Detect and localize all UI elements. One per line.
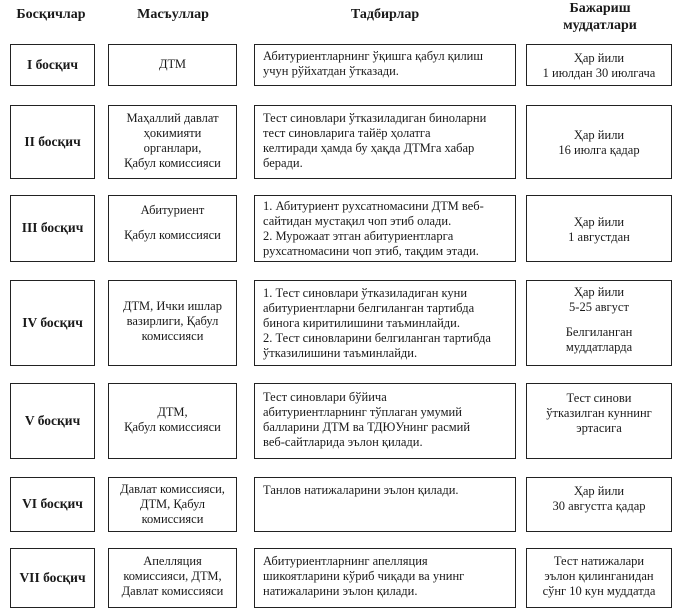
- responsible-line: Абитуриент: [140, 203, 205, 217]
- actions-line: рухсатномасини чоп этиб, тақдим этади.: [263, 244, 479, 258]
- responsible-text: [111, 111, 234, 171]
- responsible-box-4: [108, 280, 237, 366]
- responsible-line: ДТМ, Қабул: [139, 497, 206, 511]
- responsible-line: комиссияси: [141, 512, 204, 526]
- actions-line: Танлов натижаларини эълон қилади.: [263, 483, 459, 497]
- responsible-line: комиссияси, ДТМ,: [123, 569, 222, 583]
- deadline-text: [529, 484, 669, 514]
- deadline-box-3: [526, 195, 672, 262]
- stage-label: II босқич: [24, 134, 81, 149]
- header-actions: Тадбирлар: [350, 7, 420, 22]
- actions-line: абитуриентларни белгиланган тартибда: [263, 301, 475, 315]
- responsible-text: [111, 554, 234, 599]
- stage-label: VII босқич: [19, 570, 86, 585]
- deadline-line: 1 июлдан 30 июлгача: [542, 66, 656, 80]
- actions-line: ўтказилишини таъминлайди.: [263, 346, 418, 360]
- deadline-line: сўнг 10 кун муддатда: [542, 584, 656, 598]
- deadline-text: [529, 554, 669, 599]
- actions-text: [263, 483, 507, 498]
- actions-line: беради.: [263, 156, 303, 170]
- header-deadlines-line-2: муддатлари: [563, 18, 637, 33]
- deadline-line: муддатларда: [565, 340, 633, 354]
- actions-line: 2. Мурожаат этган абитуриентларга: [263, 229, 454, 243]
- responsible-text: [111, 405, 234, 435]
- header-deadlines: [525, 0, 675, 34]
- deadline-line: Ҳар йили: [573, 215, 625, 229]
- responsible-line: ҳокимияти: [143, 126, 202, 140]
- deadline-box-6: [526, 477, 672, 532]
- responsible-line: ДТМ: [158, 57, 187, 71]
- actions-text: [263, 111, 507, 171]
- actions-text: [263, 199, 507, 259]
- deadline-text: [529, 285, 669, 355]
- actions-line: тест синовларига тайёр ҳолатга: [263, 126, 431, 140]
- actions-line: балларини ДТМ ва ТДЮУнинг расмий: [263, 420, 471, 434]
- actions-line: Тест синовлари ўтказиладиган биноларни: [263, 111, 487, 125]
- responsible-line: Давлат комиссияси,: [120, 482, 225, 496]
- deadline-line: 5-25 август: [569, 300, 629, 314]
- deadline-box-1: [526, 44, 672, 86]
- responsible-box-6: [108, 477, 237, 532]
- responsible-line: ДТМ, Ички ишлар: [123, 299, 222, 313]
- responsible-line: Маҳаллий давлат: [126, 111, 219, 125]
- responsible-box-3: [108, 195, 237, 262]
- actions-line: натижаларини эълон қилади.: [263, 584, 418, 598]
- deadline-line: Тест синови: [566, 391, 632, 405]
- stage-label: VI босқич: [22, 496, 83, 511]
- actions-line: Абитуриентларнинг ўқишга қабул қилиш: [263, 49, 483, 63]
- stage-label: III босқич: [21, 220, 84, 235]
- responsible-line: Қабул комиссияси: [124, 156, 221, 170]
- deadline-line: 1 августдан: [568, 230, 630, 244]
- responsible-line: Давлат комиссияси: [121, 584, 224, 598]
- header-stages: Босқичлар: [16, 7, 86, 22]
- deadline-box-7: [526, 548, 672, 608]
- actions-line: шикоятларини кўриб чиқади ва унинг: [263, 569, 465, 583]
- actions-box-4: [254, 280, 516, 366]
- deadline-line: 30 августга қадар: [552, 499, 646, 513]
- responsible-line: Қабул комиссияси: [124, 420, 221, 434]
- stage-box-2: [10, 105, 95, 179]
- responsible-line: ДТМ,: [157, 405, 188, 419]
- deadline-text: [529, 51, 669, 81]
- actions-line: Абитуриентларнинг апелляция: [263, 554, 428, 568]
- responsible-line: вазирлиги, Қабул: [126, 314, 219, 328]
- stage-box-4: [10, 280, 95, 366]
- responsible-box-2: [108, 105, 237, 179]
- deadline-line: 16 июлга қадар: [558, 143, 640, 157]
- responsible-line: Қабул комиссияси: [124, 228, 221, 242]
- deadline-line: Ҳар йили: [573, 285, 625, 299]
- responsible-text: [111, 299, 234, 344]
- deadline-line: [529, 315, 669, 325]
- responsible-box-7: [108, 548, 237, 608]
- deadline-line: Белгиланган: [565, 325, 633, 339]
- actions-line: учун рўйхатдан ўтказади.: [263, 64, 399, 78]
- responsible-line: органлари,: [143, 141, 202, 155]
- deadline-line: Ҳар йили: [573, 484, 625, 498]
- deadline-line: Тест натижалари: [553, 554, 645, 568]
- stage-label: V босқич: [24, 413, 81, 428]
- actions-line: абитуриентларнинг тўплаган умумий: [263, 405, 462, 419]
- actions-box-1: [254, 44, 516, 86]
- responsible-text: [111, 482, 234, 527]
- actions-line: 1. Абитуриент рухсатномасини ДТМ веб-: [263, 199, 484, 213]
- responsible-text: [111, 203, 234, 243]
- deadline-box-4: [526, 280, 672, 366]
- actions-text: [263, 286, 507, 361]
- actions-line: Тест синовлари бўйича: [263, 390, 387, 404]
- stage-box-7: [10, 548, 95, 608]
- actions-text: [263, 554, 507, 599]
- actions-line: келтиради ҳамда бу ҳақда ДТМга хабар: [263, 141, 475, 155]
- responsible-line: [111, 218, 234, 228]
- actions-box-6: [254, 477, 516, 532]
- header-deadlines-line-1: Бажариш: [569, 1, 631, 16]
- responsible-line: комиссияси: [141, 329, 204, 343]
- actions-box-2: [254, 105, 516, 179]
- actions-box-3: [254, 195, 516, 262]
- stage-label: I босқич: [26, 57, 79, 72]
- header-responsible: Масъуллар: [137, 7, 209, 22]
- actions-line: 2. Тест синовларини белгиланган тартибда: [263, 331, 491, 345]
- actions-line: 1. Тест синовлари ўтказиладиган куни: [263, 286, 468, 300]
- deadline-line: эълон қилинганидан: [544, 569, 654, 583]
- responsible-text: [113, 57, 232, 72]
- responsible-line: Апелляция: [143, 554, 202, 568]
- actions-box-5: [254, 383, 516, 459]
- actions-text: [263, 49, 507, 79]
- deadline-line: ўтказилган куннинг: [546, 406, 652, 420]
- deadline-line: Ҳар йили: [573, 128, 625, 142]
- actions-text: [263, 390, 507, 450]
- stage-box-5: [10, 383, 95, 459]
- actions-line: веб-сайтларида эълон қилади.: [263, 435, 423, 449]
- deadline-text: [529, 215, 669, 245]
- stage-box-6: [10, 477, 95, 532]
- actions-line: сайтидан мустақил чоп этиб олади.: [263, 214, 452, 228]
- deadline-text: [529, 128, 669, 158]
- responsible-box-1: [108, 44, 237, 86]
- deadline-line: Ҳар йили: [573, 51, 625, 65]
- stage-box-1: [10, 44, 95, 86]
- deadline-line: эртасига: [576, 421, 622, 435]
- actions-box-7: [254, 548, 516, 608]
- deadline-text: [529, 391, 669, 436]
- stage-label: IV босқич: [22, 315, 83, 330]
- actions-line: бинога киритилишини таъминлайди.: [263, 316, 460, 330]
- responsible-box-5: [108, 383, 237, 459]
- stage-box-3: [10, 195, 95, 262]
- deadline-box-5: [526, 383, 672, 459]
- deadline-box-2: [526, 105, 672, 179]
